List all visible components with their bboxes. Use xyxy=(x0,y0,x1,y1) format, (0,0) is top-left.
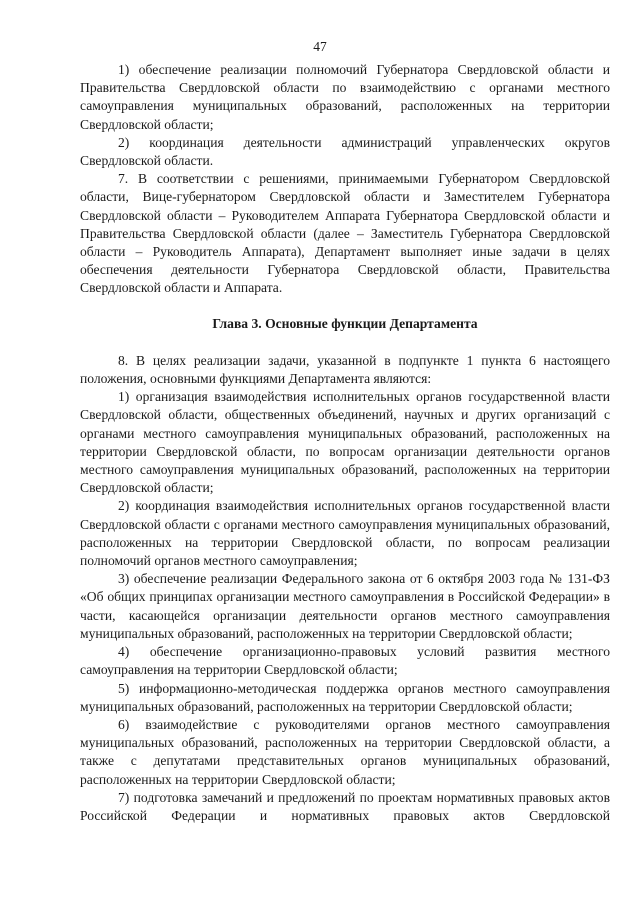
page-number: 47 xyxy=(313,39,327,54)
paragraph: 2) координация деятельности администраций управленческих округов Свердловской области. xyxy=(80,134,610,169)
chapter-heading: Глава 3. Основные функции Департамента xyxy=(212,315,478,331)
list-item: 3) обеспечение реализации Федерального закона от 6 октября 2003 года № 131-ФЗ «Об общих принципах организации местного самоуправления в Российской Федерации» в части, касающейся организации деятельности органов местного самоуправления муниципальных образований, расположенных на территории Свердловской области; xyxy=(80,571,610,641)
list-item: 5) информационно-методическая поддержка органов местного самоуправления муниципальных образований, расположенных на территории Свердловской области; xyxy=(80,680,610,714)
list-item: 6) взаимодействие с руководителями органов местного самоуправления муниципальных образований, расположенных на территории Свердловской области, а также с депутатами представительных органов муниципальных образований, расположенных на территории Свердловской области; xyxy=(80,716,610,787)
list-item: 2) координация взаимодействия исполнительных органов государственной власти Свердловской области с органами местного самоуправления муниципальных образований, расположенных на территории Свердловской области, по вопросам реализации полномочий органов местного самоуправления; xyxy=(80,498,610,569)
paragraph: 1) обеспечение реализации полномочий Губернатора Свердловской области и Правительства Свердловской области по взаимодействию с органами местного самоуправления муниципальных образований, расположенных на территории Свердловской области; xyxy=(80,62,610,132)
document-body xyxy=(80,61,610,825)
paragraph: 8. В целях реализации задачи, указанной в подпункте 1 пункта 6 настоящего положения, основными функциями Департамента являются: xyxy=(80,352,610,387)
list-item: 4) обеспечение организационно-правовых условий развития местного самоуправления на территории Свердловской области; xyxy=(80,644,610,678)
paragraph: 7. В соответствии с решениями, принимаемыми Губернатором Свердловской области, Вице-губернатором Свердловской области и Заместителем Губернатора Свердловской области – Руководителем Аппарата Губернатора Свердловской области и Правительства Свердловской области (далее – Заместитель Губернатора Свердловской области – Руководитель Аппарата), Департамент выполняет иные задачи в целях обеспечения деятельности Губернатора Свердловской области, Правительства Свердловской области и Аппарата. xyxy=(80,171,610,296)
list-item: 7) подготовка замечаний и предложений по проектам нормативных правовых актов Российской Федерации и нормативных правовых актов Свердловской xyxy=(80,789,610,823)
list-item: 1) организация взаимодействия исполнительных органов государственной власти Свердловской области, общественных объединений, научных и других организаций с органами местного самоуправления муниципальных образований, расположенных на территории Свердловской области, по вопросам организации деятельности органов местного самоуправления муниципальных образований, расположенных на территории Свердловской области; xyxy=(80,389,610,496)
